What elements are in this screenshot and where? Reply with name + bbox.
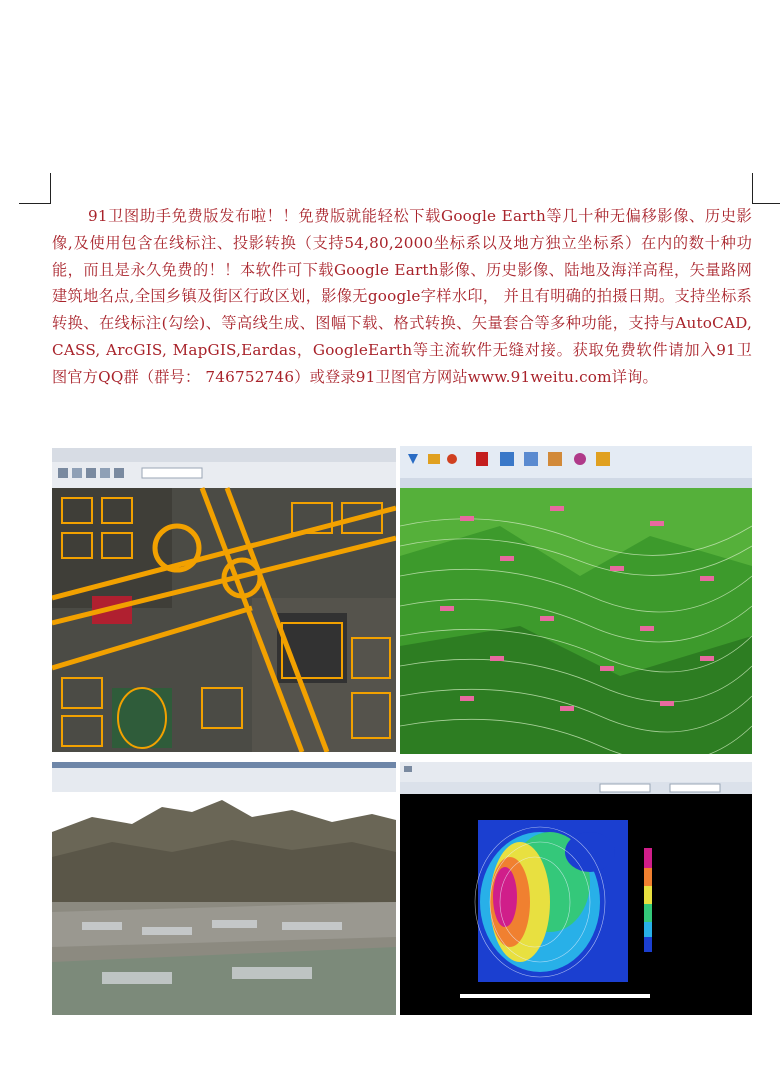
3d-terrain-image: [52, 762, 396, 1015]
crop-mark-left-horizontal: [19, 203, 51, 204]
crop-mark-left-vertical: [50, 173, 51, 204]
vector-overlay-image: [52, 448, 396, 752]
crop-mark-right-horizontal: [752, 203, 780, 204]
marker-icon[interactable]: [447, 454, 457, 464]
contour-terrain-image: [400, 446, 752, 754]
screenshot-contour-heatmap: [400, 762, 752, 1015]
toolbar-icon[interactable]: [58, 468, 124, 478]
contour-heatmap-image: [400, 762, 752, 1015]
crop-mark-right-vertical: [752, 173, 753, 204]
layers-icon[interactable]: [428, 454, 440, 464]
screenshot-3d-terrain: [52, 762, 396, 1015]
screenshot-contour-terrain: [400, 446, 752, 754]
screenshot-vector-overlay: [52, 448, 396, 752]
menu-icon[interactable]: [404, 766, 412, 772]
promo-paragraph-block: [52, 203, 752, 391]
promo-paragraph: 91卫图助手免费版发布啦！！免费版就能轻松下载Google Earth等几十种无偏移影像、历史影像,及使用包含在线标注、投影转换（支持54,80,2000坐标系以及地方独立坐标系）在内的数十种功能，而且是永久免费的！！本软件可下载Google Earth影像、历史影像、陆地及海洋高程，矢量路网建筑地名点,全国乡镇及街区行政区划，影像无google字样水印， 并且有明确的拍摄日期。支持坐标系转换、在线标注(勾绘)、等高线生成、图幅下载、格式转换、矢量套合等多种功能，支持与AutoCAD, CASS, ArcGIS, MapGIS,Eardas，GoogleEarth等主流软件无缝对接。获取免费软件请加入91卫图官方QQ群（群号： 746752746）或登录91卫图官方网站www.91weitu.com详询。: [52, 207, 752, 386]
